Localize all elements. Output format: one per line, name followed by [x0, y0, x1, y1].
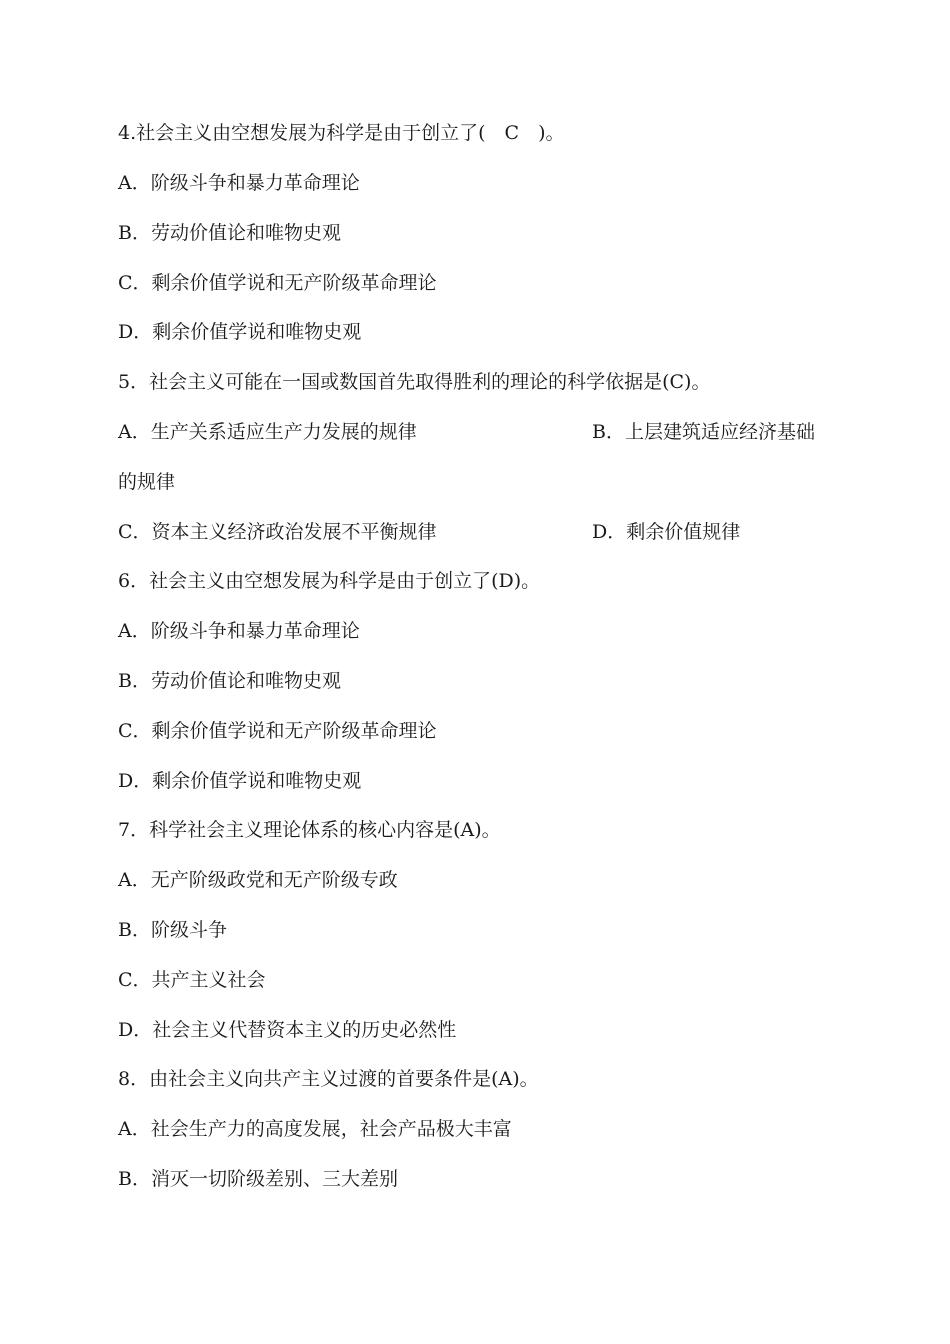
question-8-option-a: A．社会生产力的高度发展，社会产品极大丰富	[118, 1118, 512, 1140]
question-6-option-b: B．劳动价值论和唯物史观	[118, 670, 341, 692]
question-5-option-a: A．生产关系适应生产力发展的规律	[118, 421, 417, 443]
question-5-option-d: D．剩余价值规律	[592, 521, 741, 543]
question-6-option-d: D．剩余价值学说和唯物史观	[118, 770, 362, 792]
question-7-option-d: D．社会主义代替资本主义的历史必然性	[118, 1019, 457, 1041]
question-5-option-b: B．上层建筑适应经济基础	[592, 421, 815, 443]
question-8-option-b: B．消灭一切阶级差别、三大差别	[118, 1168, 398, 1190]
question-7-option-c: C．共产主义社会	[118, 969, 266, 991]
question-7-option-a: A．无产阶级政党和无产阶级专政	[118, 869, 398, 891]
question-7-option-b: B．阶级斗争	[118, 919, 227, 941]
question-5-option-b-continued: 的规律	[118, 471, 176, 493]
question-5-option-c: C．资本主义经济政治发展不平衡规律	[118, 521, 437, 543]
question-4-option-d: D．剩余价值学说和唯物史观	[118, 321, 362, 343]
question-4-stem: 4.社会主义由空想发展为科学是由于创立了( C )。	[118, 122, 565, 144]
question-6-stem: 6．社会主义由空想发展为科学是由于创立了(D)。	[118, 570, 541, 592]
question-7-stem: 7．科学社会主义理论体系的核心内容是(A)。	[118, 819, 501, 841]
question-6-option-c: C．剩余价值学说和无产阶级革命理论	[118, 720, 437, 742]
question-4-option-a: A．阶级斗争和暴力革命理论	[118, 172, 360, 194]
question-4-option-b: B．劳动价值论和唯物史观	[118, 222, 341, 244]
question-6-option-a: A．阶级斗争和暴力革命理论	[118, 620, 360, 642]
question-4-option-c: C．剩余价值学说和无产阶级革命理论	[118, 272, 437, 294]
question-8-stem: 8．由社会主义向共产主义过渡的首要条件是(A)。	[118, 1068, 539, 1090]
question-5-stem: 5．社会主义可能在一国或数国首先取得胜利的理论的科学依据是(C)。	[118, 371, 711, 393]
